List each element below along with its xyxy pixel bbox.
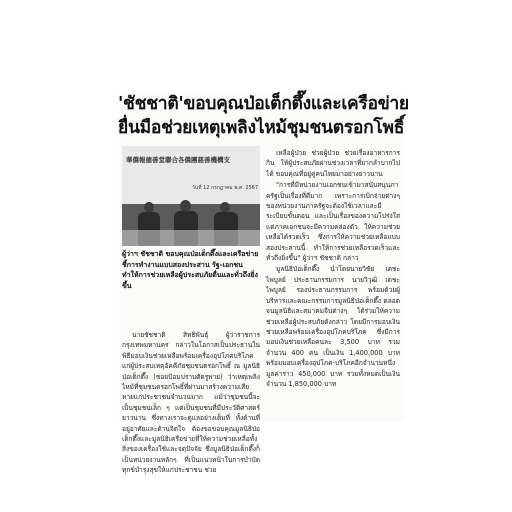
paragraph: เหลือผู้ป่วย ช่วยผู้ป่วย ช่วยเรื่องอาหารการกิน ให้ผู้ประสบภัยผ่านช่วงเวลาที่ยากลำบากไปได้ ขอบคุณที่อยู่คู่คนไทยมาอย่างยาวนาน [266,149,400,178]
photo-caption: ผู้ว่าฯ ชัชชาติ ขอบคุณป่อเต็กตึ๊งและเครือข่าย ชี้การทำงานแบบสองประสาน รัฐ-เอกชน ทำให้การช่วยเหลือผู้ประสบภัยตื่นและทั่วถึงยิ่งขึ้น [122,250,259,290]
newspaper-clipping [118,92,409,475]
headline-line-1: 'ชัชชาติ'ขอบคุณป่อเต็กตึ๊งและเครือข่าย [118,94,409,114]
banner-text: 華僑報德善堂聯合各僑團慈善機構支 [126,156,230,164]
paragraph: นายชัชชาติ สิทธิพันธุ์ ผู้ว่าราชการกรุงเทพมหานคร กล่าวในโอกาสเป็นประธานในพิธีมอบเงินช่วยเหลือพร้อมเครื่องอุปโภคบริโภคแก่ผู้ประสบเหตุอัคคีภัยชุมชนตรอกโพธิ์ ณ มูลนิธิป่อเต็กตึ๊ง (ซอยป้อมปราบศัตรูพ่าย) ว่าเหตุเพลิงไหม้ที่ชุมชนตรอกโพธิ์ที่ผ่านมาสร้างความเสียหายแก่ประชาชนจำนวนมาก แม้ว่าชุมชนนี้จะเป็นชุมชนเล็ก ๆ แต่เป็นชุมชนที่มีประวัติศาสตร์ยาวนาน ซึ่งทางเราจะดูแลอย่างเต็มที่ ทั้งด้านที่อยู่อาศัยและด้านจิตใจ ต้องขอขอบคุณมูลนิธิป่อเต็กตึ๊งและมูลนิธิเครือข่ายที่ให้ความช่วยเหลือทั้งสิ่งของเครื่องใช้และจตุปัจจัย ซึ่งมูลนิธิป่อเต็กตึ๊งก็เป็นหน่วยงานหลักๆ ที่เป็นแนวหน้าในการบำบัดทุกข์บำรุงสุขให้แก่ประชาชน ช่วย [122,331,260,475]
headline [118,92,409,140]
banner-date: วันที่ 12 กรกฎาคม พ.ศ. 2567 [192,185,259,191]
paragraph: มูลนิธิป่อเต็กตึ๊ง นำโดยนายวิชัย เตชะไพบูลย์ ประธานกรรมการ นายวิวุฒิ เตชะไพบูลย์ รองประธานกรรมการ พร้อมด้วยผู้บริหารและคณะกรรมการมูลนิธิป่อเต็กตึ๊ง ตลอดจนมูลนิธิและสมาคมจีนต่างๆ ได้ร่วมให้ความช่วยเหลือผู้ประสบภัยดังกล่าว โดยมีการมอบเงินช่วยเหลือพร้อมเครื่องอุปโภคบริโภค ซึ่งมีการมอบเงินช่วยเหลือคนละ 3,500 บาท รวมจำนวน 400 คน เป็นเงิน 1,400,000 บาท พร้อมมอบเครื่องอุปโภค-บริโภคอีกจำนวนหนึ่ง มูลค่าราว 450,000 บาท รวมทั้งหมดเป็นเงินจำนวน 1,850,000 บาท [266,265,400,388]
news-photo [122,146,260,246]
photo-table [122,230,260,246]
headline-line-2: ยื่นมือช่วยเหตุเพลิงไหม้ชุมชนตรอกโพธิ์ [118,118,405,138]
article-column-left [122,330,260,475]
paragraph: "การที่มีหน่วยงานเอกชนเข้ามาสนับสนุนภาครัฐเป็นเรื่องที่ดีมาก เพราะการเบิกจ่ายต่างๆ ของหน่วยงานภาครัฐจะต้องใช้เวลาและมีระเบียบขั้นตอน และเป็นเรื่องของความโปร่งใส แต่ภาคเอกชนจะมีความคล่องตัว ให้ความช่วยเหลือได้รวดเร็ว ซึ่งการให้ความช่วยเหลือแบบสองประสานนี้ ทำให้การช่วยเหลือรวดเร็วและทั่วถึงยิ่งขึ้น" ผู้ว่าฯ ชัชชาติ กล่าว [266,181,400,263]
photo-banner [122,146,260,204]
article-column-right [266,148,400,422]
